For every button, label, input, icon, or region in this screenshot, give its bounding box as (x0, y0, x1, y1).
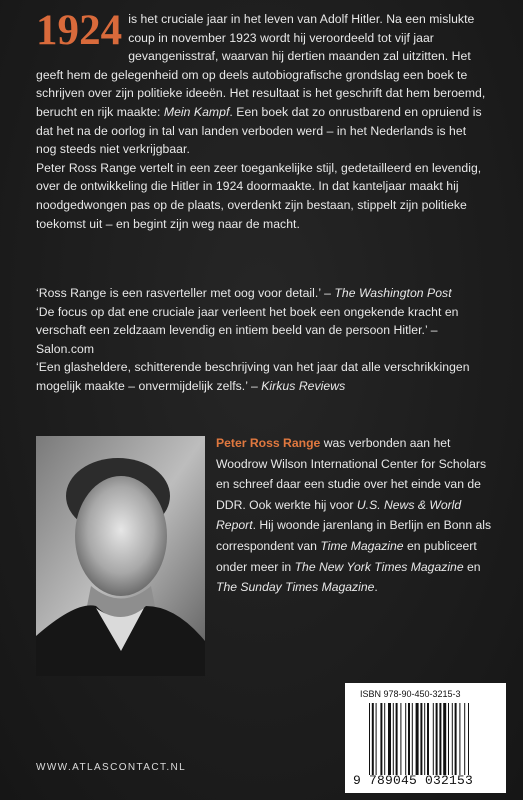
quote-salon: ‘De focus op dat ene cruciale jaar verleent het boek een ongekende kracht en verschaft een zeldzaam levendig en intiem beeld van de persoon Hitler.’ – Salon.com (36, 304, 459, 356)
book-title-mein-kampf: Mein Kampf (163, 104, 230, 119)
isbn-barcode (345, 683, 506, 793)
isbn-text: ISBN 978-90-450-3215-3 (360, 689, 461, 699)
year-heading: 1924 (36, 7, 123, 54)
barcode-digits: 9 789045 032153 (353, 773, 474, 788)
intro-paragraph-1: is het cruciale jaar in het leven van Adolf Hitler. Na een mislukte coup in november 1923 wordt hij veroordeeld tot vijf jaar gevangenisstraf, waarvan hij dertien maanden zal uitzitten. Het geeft hem de gelegenheid om op deels autobiografische grondslag een boek te schrijven over zijn politieke ideeën. Het resultaat is het geschrift dat hem beroemd, berucht en rijk maakte: Mein Kampf. Een boek dat zo onrustbarend en opruiend is dat het na de oorlog in tal van landen verboden werd – in het Nederlands is het nog steeds niet verkrijgbaar. (36, 12, 486, 157)
barcode-bars (367, 703, 497, 775)
author-photo (36, 436, 205, 676)
quote-washington-post: ‘Ross Range is een rasverteller met oog voor detail.’ – The Washington Post (36, 286, 452, 300)
quote-kirkus: ‘Een glasheldere, schitterende beschrijving van het jaar dat alle verschrikkingen mogelijk maakte – onvermijdelijk zelfs.’ – Kirkus Reviews (36, 360, 470, 393)
intro-paragraph-2: Peter Ross Range vertelt in een zeer toegankelijke stijl, gedetailleerd en levendig, over de ontwikkeling die Hitler in 1924 doormaakte. In dat kanteljaar maakt hij noodgedwongen pas op de plaats, overdenkt zijn bestaan, stippelt zijn politieke toekomst uit – en begint zijn weg naar de macht. (36, 160, 482, 231)
review-quotes (36, 284, 488, 396)
intro-text (36, 7, 488, 233)
author-name: Peter Ross Range (216, 436, 321, 450)
author-bio: Peter Ross Range was verbonden aan het Woodrow Wilson International Center for Scholars en schreef daar een studie over het einde van de DDR. Ook werkte hij voor U.S. News & World Report. Hij woonde jarenlang in Berlijn en Bonn als correspondent van Time Magazine en publiceert onder meer in The New York Times Magazine en The Sunday Times Magazine. (216, 436, 492, 595)
publisher-website: WWW.ATLASCONTACT.NL (36, 762, 187, 773)
